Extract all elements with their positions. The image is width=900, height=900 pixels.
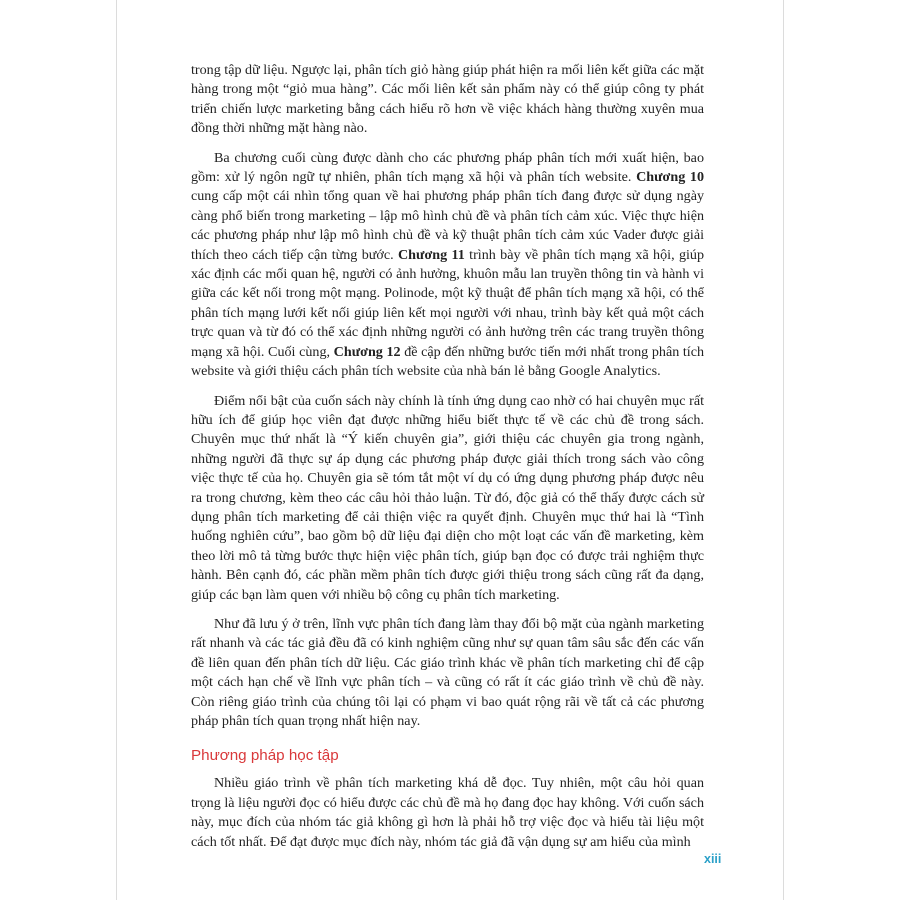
chapter-reference: Chương 12	[333, 343, 401, 360]
paragraph-text: Như đã lưu ý ở trên, lĩnh vực phân tích đang làm thay đổi bộ mặt của ngành marketing rất nhanh và các tác giả đều đã có kinh nghiệm cũng như sự quan tâm sâu sắc đến các vấn đề liên quan đến phân tích dữ liệu. Các giáo trình khác về phân tích marketing chỉ để cập một cách hạn chế về lĩnh vực phân tích – và cũng có rất ít các giáo trình về chủ đề này. Còn riêng giáo trình của chúng tôi lại có phạm vi bao quát rộng rãi về tất cả các phương pháp phân tích quan trọng nhất hiện nay.	[191, 615, 704, 729]
page-number: xiii	[704, 852, 722, 866]
paragraph	[191, 774, 704, 852]
paragraph	[191, 392, 704, 605]
section-paragraphs	[191, 774, 704, 852]
body-paragraphs	[191, 61, 704, 731]
paragraph-text: Ba chương cuối cùng được dành cho các phương pháp phân tích mới xuất hiện, bao gồm: xử lý ngôn ngữ tự nhiên, phân tích mạng xã hội và phân tích website.	[191, 149, 704, 186]
paragraph	[191, 61, 704, 139]
paragraph-text: Điểm nổi bật của cuốn sách này chính là tính ứng dụng cao nhờ có hai chuyên mục rất hữu ích để giúp học viên đạt được những hiểu biết thực tế về các chủ đề trong sách. Chuyên mục thứ nhất là “Ý kiến chuyên gia”, giới thiệu các chuyên gia trong ngành, những người đã thực sự áp dụng các phương pháp được giải thích trong sách vào công việc thực tế của họ. Chuyên gia sẽ tóm tắt một ví dụ có ứng dụng phương pháp được nêu ra trong chương, kèm theo các câu hỏi thảo luận. Từ đó, độc giả có thể thấy được cách sử dụng phân tích marketing để cải thiện việc ra quyết định. Chuyên mục thứ hai là “Tình huống nghiên cứu”, bao gồm bộ dữ liệu đại diện cho một loạt các vấn đề marketing, kèm theo lời mô tả từng bước thực hiện việc phân tích, giúp bạn đọc có được trải nghiệm thực hành. Bên cạnh đó, các phần mềm phân tích được giới thiệu trong sách cũng rất đa dạng, giúp các bạn làm quen với nhiều bộ công cụ phân tích marketing.	[191, 392, 704, 603]
paragraph-text: cung cấp một cái nhìn tổng quan về hai phương pháp phân tích đang được sử dụng ngày càng phổ biến trong marketing – lập mô hình chủ đề và phân tích cảm xúc. Việc thực hiện các phương pháp như lập mô hình chủ đề và kỹ thuật phân tích cảm xúc Vader được giải thích theo cách tiếp cận từng bước.	[191, 188, 704, 263]
page-content	[191, 61, 704, 862]
paragraph-text: đề cập đến những bước tiến mới nhất trong phân tích website và giới thiệu cách phân tích website của nhà bán lẻ bằng Google Analytics.	[191, 343, 705, 380]
paragraph-text: trình bày về phân tích mạng xã hội, giúp xác định các mối quan hệ, người có ảnh hưởng, khuôn mẫu lan truyền thông tin và hành vi giữa các kết nối trong một mạng. Polinode, một kỹ thuật để phân tích mạng xã hội, có thể phân tích mạng lưới kết nối giúp liên kết mọi người với nhau, trình bày kết quả một cách trực quan và từ đó có thể xác định những người có ảnh hưởng trên các trang truyền thông mạng xã hội. Cuối cùng,	[191, 246, 704, 360]
paragraph	[191, 615, 704, 731]
paragraph-text: trong tập dữ liệu. Ngược lại, phân tích giỏ hàng giúp phát hiện ra mối liên kết giữa các mặt hàng trong một “giỏ mua hàng”. Các mối liên kết sản phẩm này có thể giúp công ty phát triển chiến lược marketing bằng cách hiểu rõ hơn về việc khách hàng thường xuyên mua đồng thời những mặt hàng nào.	[191, 62, 704, 137]
book-page	[116, 0, 784, 900]
chapter-reference: Chương 11	[397, 246, 465, 263]
paragraph-text: Nhiều giáo trình về phân tích marketing khá dễ đọc. Tuy nhiên, một câu hỏi quan trọng là liệu người đọc có hiểu được các chủ đề mà họ đang đọc hay không. Với cuốn sách này, mục đích của nhóm tác giả không gì hơn là phải hỗ trợ việc đọc và hiểu tài liệu một cách tốt nhất. Để đạt được mục đích này, nhóm tác giả đã vận dụng sự am hiểu của mình	[191, 775, 704, 850]
section-heading: Phương pháp học tập	[191, 747, 339, 765]
chapter-reference: Chương 10	[636, 169, 704, 186]
paragraph	[191, 149, 704, 382]
